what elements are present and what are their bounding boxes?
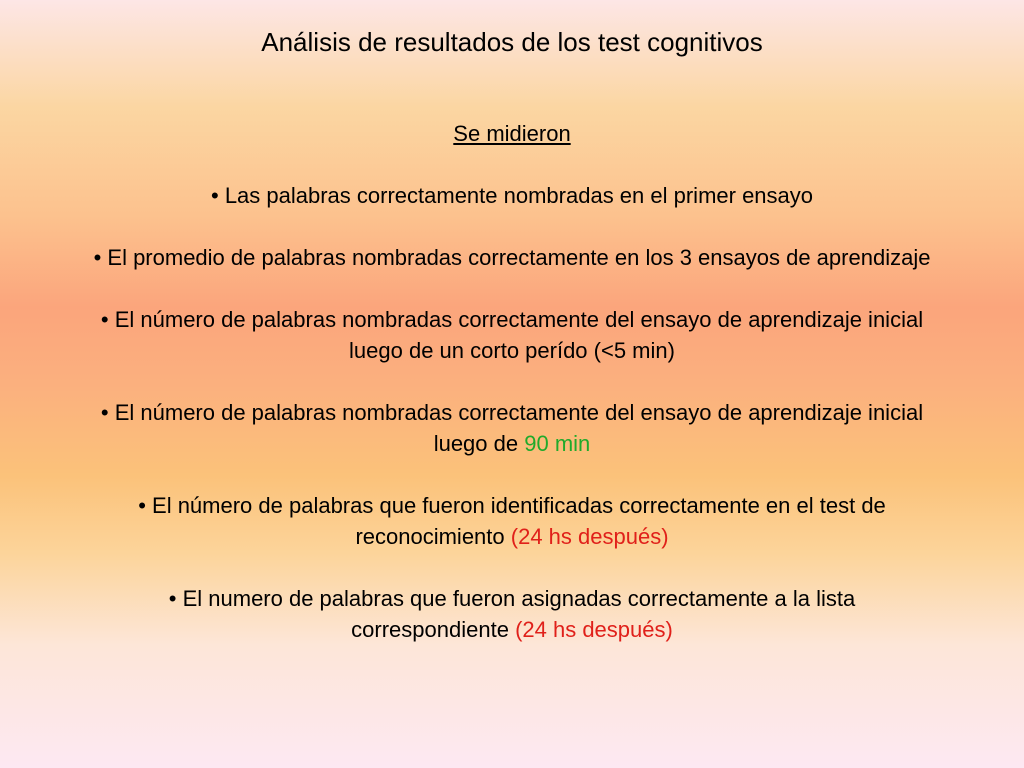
bullet-text: El número de palabras nombradas correctamente del ensayo de aprendizaje inicial luego de un corto perído (<5 min) [114, 307, 924, 363]
bullet-text: El número de palabras nombradas correctamente del ensayo de aprendizaje inicial luego de [114, 400, 924, 456]
bullet-glyph: • [93, 245, 102, 270]
bullet-glyph: • [100, 400, 109, 425]
bullet-glyph: • [100, 307, 109, 332]
bullet-text: Las palabras correctamente nombradas en el primer ensayo [224, 183, 814, 208]
bullet-item [92, 397, 932, 459]
bullet-glyph: • [138, 493, 146, 518]
bullet-glyph: • [210, 183, 219, 208]
bullet-item [92, 304, 932, 366]
bullet-item [92, 242, 932, 273]
slide-body [92, 118, 932, 676]
section-subtitle: Se midieron [453, 121, 571, 146]
bullet-text: El número de palabras que fueron identificadas correctamente en el test de reconocimiento [152, 493, 886, 549]
slide-title: Análisis de resultados de los test cognitivos [261, 27, 763, 57]
bullet-item [92, 490, 932, 552]
highlight-delay: (24 hs después) [515, 617, 673, 642]
bullet-text: El numero de palabras que fueron asignadas correctamente a la lista correspondiente [182, 586, 856, 642]
highlight-duration: 90 min [524, 431, 591, 456]
bullet-item [92, 180, 932, 211]
bullet-glyph: • [168, 586, 177, 611]
highlight-delay: (24 hs después) [510, 524, 669, 549]
bullet-item [92, 583, 932, 645]
bullet-text: El promedio de palabras nombradas correctamente en los 3 ensayos de aprendizaje [107, 245, 931, 270]
